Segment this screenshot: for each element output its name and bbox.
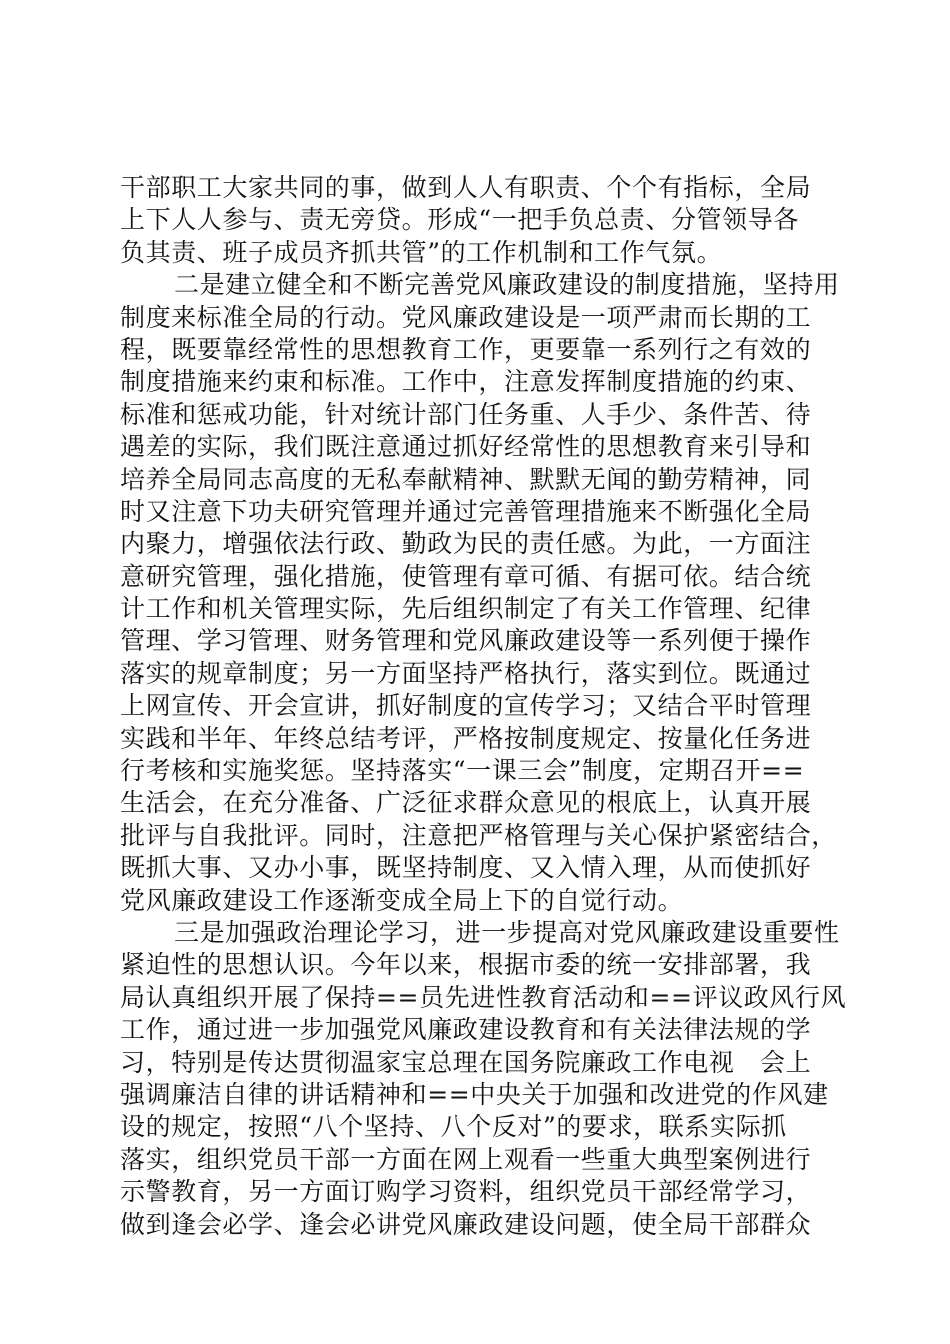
text-line: 生活会，在充分准备、广泛征求群众意见的根底上，认真开展 bbox=[120, 788, 812, 818]
body-text bbox=[120, 172, 847, 1241]
text-line: 遇差的实际，我们既注意通过抓好经常性的思想教育来引导和 bbox=[120, 432, 812, 462]
text-line: 局认真组织开展了保持==员先进性教育活动和==评议政风行风 bbox=[120, 982, 847, 1012]
text-line: 时又注意下功夫研究管理并通过完善管理措施来不断强化全局 bbox=[120, 496, 812, 526]
text-line: 上下人人参与、责无旁贷。形成“一把手负总责、分管领导各 bbox=[120, 205, 799, 235]
text-line: 计工作和机关管理实际，先后组织制定了有关工作管理、纪律 bbox=[120, 594, 812, 624]
text-line: 制度来标准全局的行动。党风廉政建设是一项严肃而长期的工 bbox=[120, 302, 812, 332]
text-line: 批评与自我批评。同时，注意把严格管理与关心保护紧密结合， bbox=[120, 820, 837, 850]
text-line: 意研究管理，强化措施，使管理有章可循、有据可依。结合统 bbox=[120, 561, 812, 591]
text-line: 既抓大事、又办小事，既坚持制度、又入情入理，从而使抓好 bbox=[120, 853, 812, 883]
text-line: 强调廉洁自律的讲话精神和==中央关于加强和改进党的作风建 bbox=[120, 1079, 829, 1109]
text-line: 管理、学习管理、财务管理和党风廉政建设等一系列便于操作 bbox=[120, 626, 812, 656]
text-line: 工作，通过进一步加强党风廉政建设教育和有关法律法规的学 bbox=[120, 1015, 812, 1045]
text-line: 落实，组织党员干部一方面在网上观看一些重大典型案例进行 bbox=[120, 1144, 812, 1174]
text-line: 制度措施来约束和标准。工作中，注意发挥制度措施的约束、 bbox=[120, 367, 812, 397]
text-line: 培养全局同志高度的无私奉献精神、默默无闻的勤劳精神，同 bbox=[120, 464, 812, 494]
text-line: 三是加强政治理论学习，进一步提高对党风廉政建设重要性 bbox=[174, 917, 840, 947]
text-line: 负其责、班子成员齐抓共管”的工作机制和工作气氛。 bbox=[120, 237, 723, 267]
text-line: 实践和半年、年终总结考评，严格按制度规定、按量化任务进 bbox=[120, 723, 812, 753]
text-line: 设的规定，按照“八个坚持、八个反对”的要求，联系实际抓 bbox=[120, 1112, 787, 1142]
text-line: 干部职工大家共同的事，做到人人有职责、个个有指标，全局 bbox=[120, 173, 812, 202]
text-line: 党风廉政建设工作逐渐变成全局上下的自觉行动。 bbox=[120, 885, 684, 915]
text-line: 内聚力，增强依法行政、勤政为民的责任感。为此，一方面注 bbox=[120, 529, 812, 559]
text-line: 行考核和实施奖惩。坚持落实“一课三会”制度，定期召开== bbox=[120, 756, 805, 786]
text-line: 标准和惩戒功能，针对统计部门任务重、人手少、条件苦、待 bbox=[120, 399, 812, 429]
text-line: 程，既要靠经常性的思想教育工作，更要靠一系列行之有效的 bbox=[120, 334, 812, 364]
text-line: 示警教育，另一方面订购学习资料，组织党员干部经常学习， bbox=[120, 1177, 812, 1207]
text-line: 紧迫性的思想认识。今年以来，根据市委的统一安排部署，我 bbox=[120, 950, 812, 980]
text-line: 二是建立健全和不断完善党风廉政建设的制度措施，坚持用 bbox=[174, 270, 840, 300]
text-line: 上网宣传、开会宣讲，抓好制度的宣传学习；又结合平时管理 bbox=[120, 691, 812, 721]
text-line: 做到逢会必学、逢会必讲党风廉政建设问题，使全局干部群众 bbox=[120, 1209, 812, 1239]
text-line: 习，特别是传达贯彻温家宝总理在国务院廉政工作电视 会上 bbox=[120, 1047, 812, 1077]
text-line: 落实的规章制度；另一方面坚持严格执行，落实到位。既通过 bbox=[120, 658, 812, 688]
